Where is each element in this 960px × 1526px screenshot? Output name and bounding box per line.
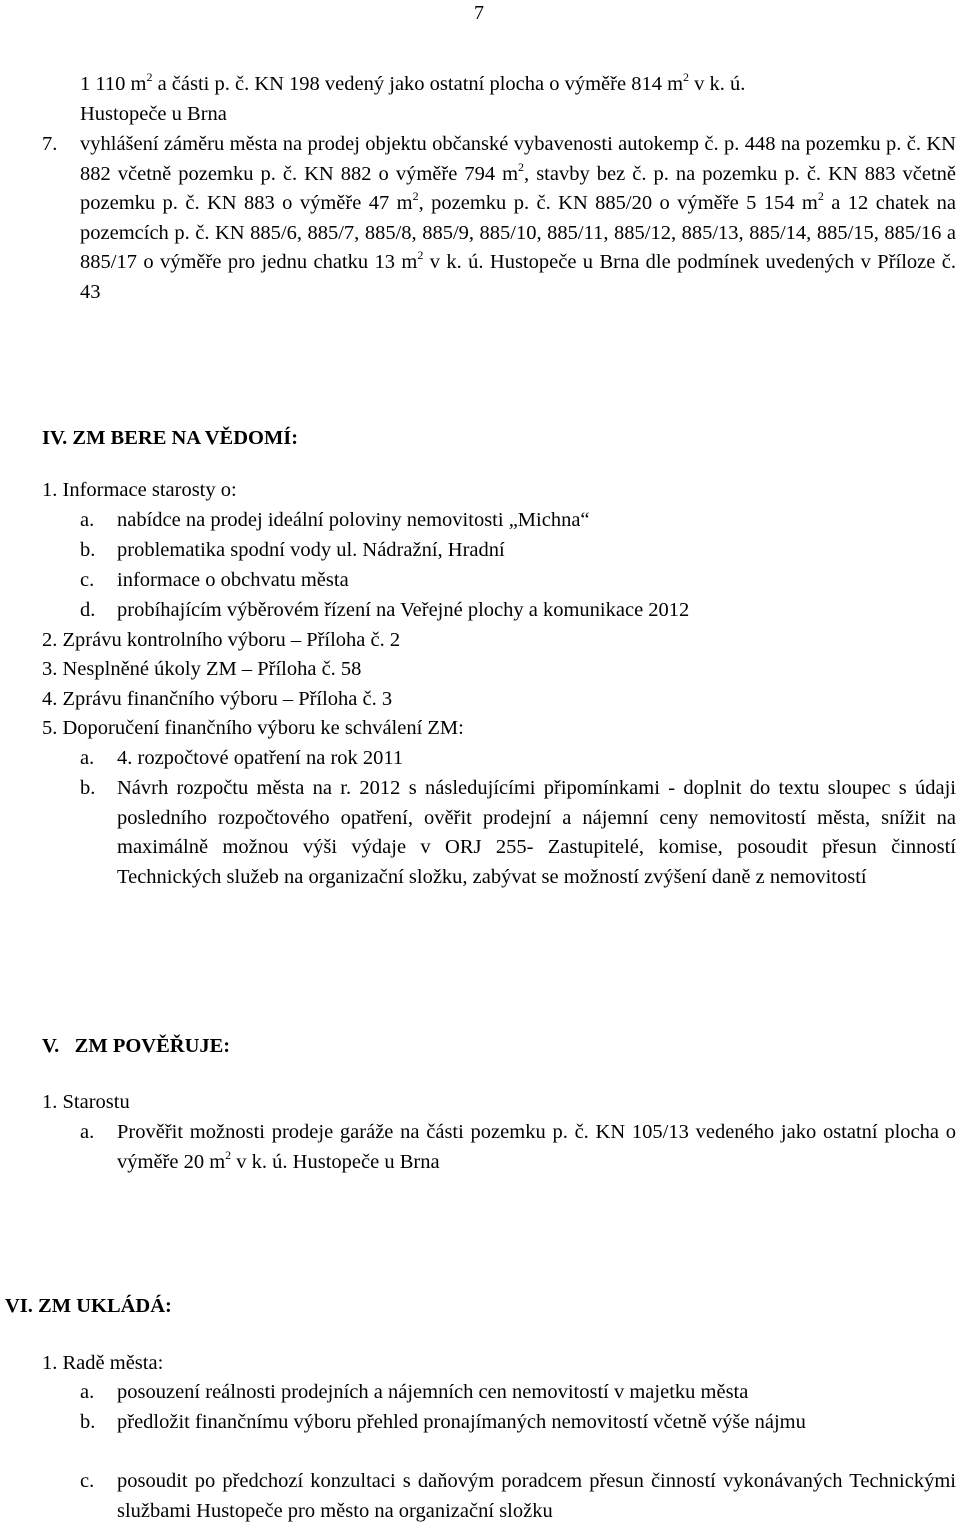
section-4-item-1: 1. Informace starosty o: [42, 479, 237, 501]
section-4-sub5-a: 4. rozpočtové opatření na rok 2011 [117, 747, 404, 769]
section-4-item-4: 4. Zprávu finančního výboru – Příloha č. 3 [42, 688, 393, 710]
section-4-item-5: 5. Doporučení finančního výboru ke schválení ZM: [42, 717, 464, 739]
section-6-sub-c-letter: c. [80, 1470, 95, 1492]
item-7-text: vyhlášení záměru města na prodej objektu občanské vybavenosti autokemp č. p. 448 na pozemku p. č. KN 882 včetně pozemku p. č. KN 882 o výměře 794 $m^2$, stavby bez č. p. na pozemku p. č. KN 883 včetně pozemku p. č. KN 883 o výměře 47 $m^2$, pozemku p. č. KN 885/20 o výměře 5 154 $m^2$ a 12 chatek na pozemcích p. č. KN 885/6, 885/7, 885/8, 885/9, 885/10, 885/11, 885/12, 885/13, 885/14, 885/15, 885/16 a 885/17 o výměře pro jednu chatku 13 $m^2$ v k. ú. Hustopeče u Brna dle podmínek uvedených v Příloze č. 43 [80, 133, 956, 303]
section-5-item-1: 1. Starostu [42, 1091, 130, 1113]
section-6-sub-c: posoudit po předchozí konzultaci s daňovým poradcem přesun činností vykonávaných Technickými službami Hustopeče pro město na organizační složku [117, 1470, 956, 1522]
section-4-item-2: 2. Zprávu kontrolního výboru – Příloha č. 2 [42, 629, 401, 651]
section-6-sub-b-letter: b. [80, 1411, 96, 1433]
section-6-item-1: 1. Radě města: [42, 1352, 164, 1374]
intro-line-2: Hustopeče u Brna [80, 103, 227, 125]
section-6-sub-a-letter: a. [80, 1381, 95, 1403]
intro-line-1: 1 110 $m^2$ a části p. č. KN 198 vedený jako ostatní plocha o výměře 814 $m^2$ v k. ú. [80, 70, 746, 95]
section-4-sub-a: nabídce na prodej ideální poloviny nemovitosti „Michna“ [117, 509, 590, 531]
section-5-heading: V. ZM POVĚŘUJE: [42, 1035, 231, 1057]
section-4-heading: IV. ZM BERE NA VĚDOMÍ: [42, 427, 299, 449]
section-4-sub5-b: Návrh rozpočtu města na r. 2012 s následujícími připomínkami - doplnit do textu sloupec s údaji posledního rozpočtového opatření, ověřit prodejní a nájemní ceny nemovitostí města, snížit na maximálně možnou výši výdaje v ORJ 255- Zastupitelé, komise, posoudit přesun činností Technických služeb na organizační složku, zabývat se možností zvýšení daně z nemovitostí [117, 777, 956, 888]
section-4-sub-c-letter: c. [80, 569, 95, 591]
section-5-sub-a: Prověřit možnosti prodeje garáže na části pozemku p. č. KN 105/13 vedeného jako ostatní plocha o výměře 20 $m^2$ v k. ú. Hustopeče u Brna [117, 1121, 956, 1173]
section-4-item-3: 3. Nesplněné úkoly ZM – Příloha č. 58 [42, 658, 362, 680]
item-7-number: 7. [42, 133, 58, 155]
section-4-sub5-a-letter: a. [80, 747, 95, 769]
section-6-heading: VI. ZM UKLÁDÁ: [5, 1295, 172, 1317]
page-number: 7 [474, 2, 484, 24]
section-4-sub-c: informace o obchvatu města [117, 569, 349, 591]
section-4-sub-d: probíhajícím výběrovém řízení na Veřejné plochy a komunikace 2012 [117, 599, 690, 621]
section-4-sub-a-letter: a. [80, 509, 95, 531]
section-4-sub-b: problematika spodní vody ul. Nádražní, Hradní [117, 539, 505, 561]
section-4-sub-b-letter: b. [80, 539, 96, 561]
section-6-sub-a: posouzení reálnosti prodejních a nájemních cen nemovitostí v majetku města [117, 1381, 749, 1403]
section-6-sub-b: předložit finančnímu výboru přehled pronajímaných nemovitostí včetně výše nájmu [117, 1411, 806, 1433]
section-4-sub-d-letter: d. [80, 599, 96, 621]
section-5-sub-a-letter: a. [80, 1121, 95, 1143]
section-4-sub5-b-letter: b. [80, 777, 96, 799]
